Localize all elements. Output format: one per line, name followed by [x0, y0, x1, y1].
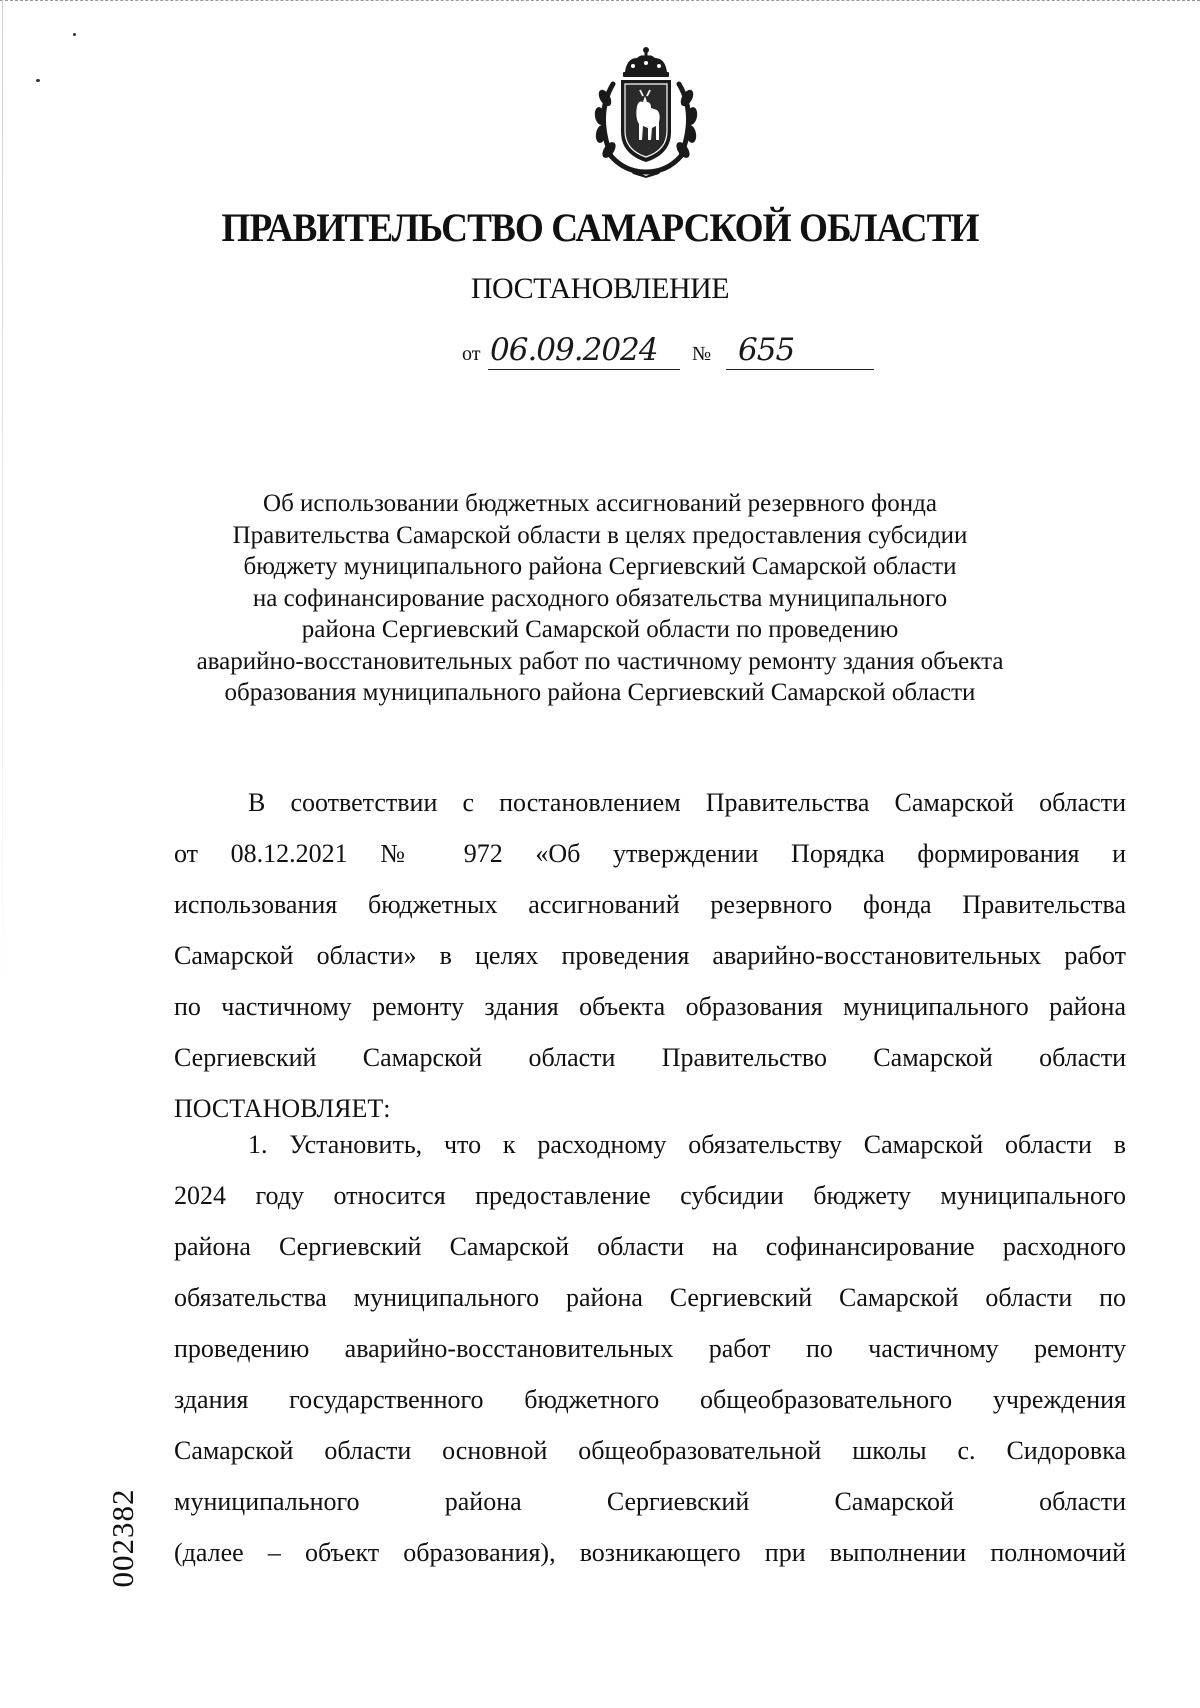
- body-line: здания государственного бюджетного общеобразовательного учреждения: [174, 1385, 1126, 1414]
- reference-line: [460, 330, 880, 370]
- body-line: Сергиевский Самарской области Правительство Самарской области: [174, 1043, 1126, 1072]
- handwritten-date: 06.09.2024: [490, 332, 658, 368]
- scan-speck: [36, 79, 40, 82]
- scan-edge: [0, 0, 1200, 3]
- document-subject: [150, 488, 1050, 709]
- date-prefix: от: [462, 343, 481, 365]
- body-line: 2024 году относится предоставление субсидии бюджету муниципального: [174, 1181, 1126, 1210]
- body-line: ПОСТАНОВЛЯЕТ:: [174, 1094, 391, 1123]
- body-line: 1. Установить, что к расходному обязательству Самарской области в: [248, 1130, 1126, 1159]
- side-stamp-number: [103, 1468, 143, 1608]
- subject-line: Правительства Самарской области в целях предоставления субсидии: [232, 521, 968, 549]
- number-underline: [726, 369, 874, 370]
- subject-line: района Сергиевский Самарской области по проведению: [301, 616, 899, 643]
- body-line: Самарской области основной общеобразовательной школы с. Сидоровка: [174, 1436, 1126, 1465]
- subject-line: на софинансирование расходного обязательства муниципального: [252, 584, 948, 612]
- scan-speck: [73, 33, 76, 36]
- body-line: муниципального района Сергиевский Самарской области: [174, 1487, 1126, 1516]
- body-line: Самарской области» в целях проведения аварийно-восстановительных работ: [174, 941, 1126, 970]
- number-prefix: №: [692, 343, 712, 365]
- subject-line: образования муниципального района Сергиевский Самарской области: [224, 679, 976, 706]
- body-line: проведению аварийно-восстановительных работ по частичному ремонту: [174, 1334, 1126, 1363]
- document-type: ПОСТАНОВЛЕНИЕ: [470, 272, 730, 305]
- subject-line: бюджету муниципального района Сергиевский Самарской области: [243, 553, 957, 580]
- body-line: района Сергиевский Самарской области на софинансирование расходного: [174, 1232, 1126, 1261]
- date-underline: [488, 369, 680, 370]
- subject-line: аварийно-восстановительных работ по частичному ремонту здания объекта: [196, 647, 1004, 675]
- subject-line: Об использовании бюджетных ассигнований резервного фонда: [263, 490, 937, 517]
- scan-edge-left: [2, 0, 3, 1708]
- body-line: В соответствии с постановлением Правительства Самарской области: [248, 788, 1126, 817]
- coat-of-arms-icon: [589, 44, 703, 178]
- body-line: (далее – объект образования), возникающего при выполнении полномочий: [174, 1538, 1126, 1567]
- authority-title: ПРАВИТЕЛЬСТВО САМАРСКОЙ ОБЛАСТИ: [221, 205, 979, 250]
- body-line: обязательства муниципального района Сергиевский Самарской области по: [174, 1283, 1126, 1312]
- side-stamp-text: 002382: [105, 1488, 140, 1588]
- body-line: от 08.12.2021 № 972 «Об утверждении Порядка формирования и: [174, 839, 1126, 868]
- body-line: по частичному ремонту здания объекта образования муниципального района: [174, 992, 1126, 1021]
- body-line: использования бюджетных ассигнований резервного фонда Правительства: [174, 890, 1126, 919]
- handwritten-number: 655: [738, 332, 795, 368]
